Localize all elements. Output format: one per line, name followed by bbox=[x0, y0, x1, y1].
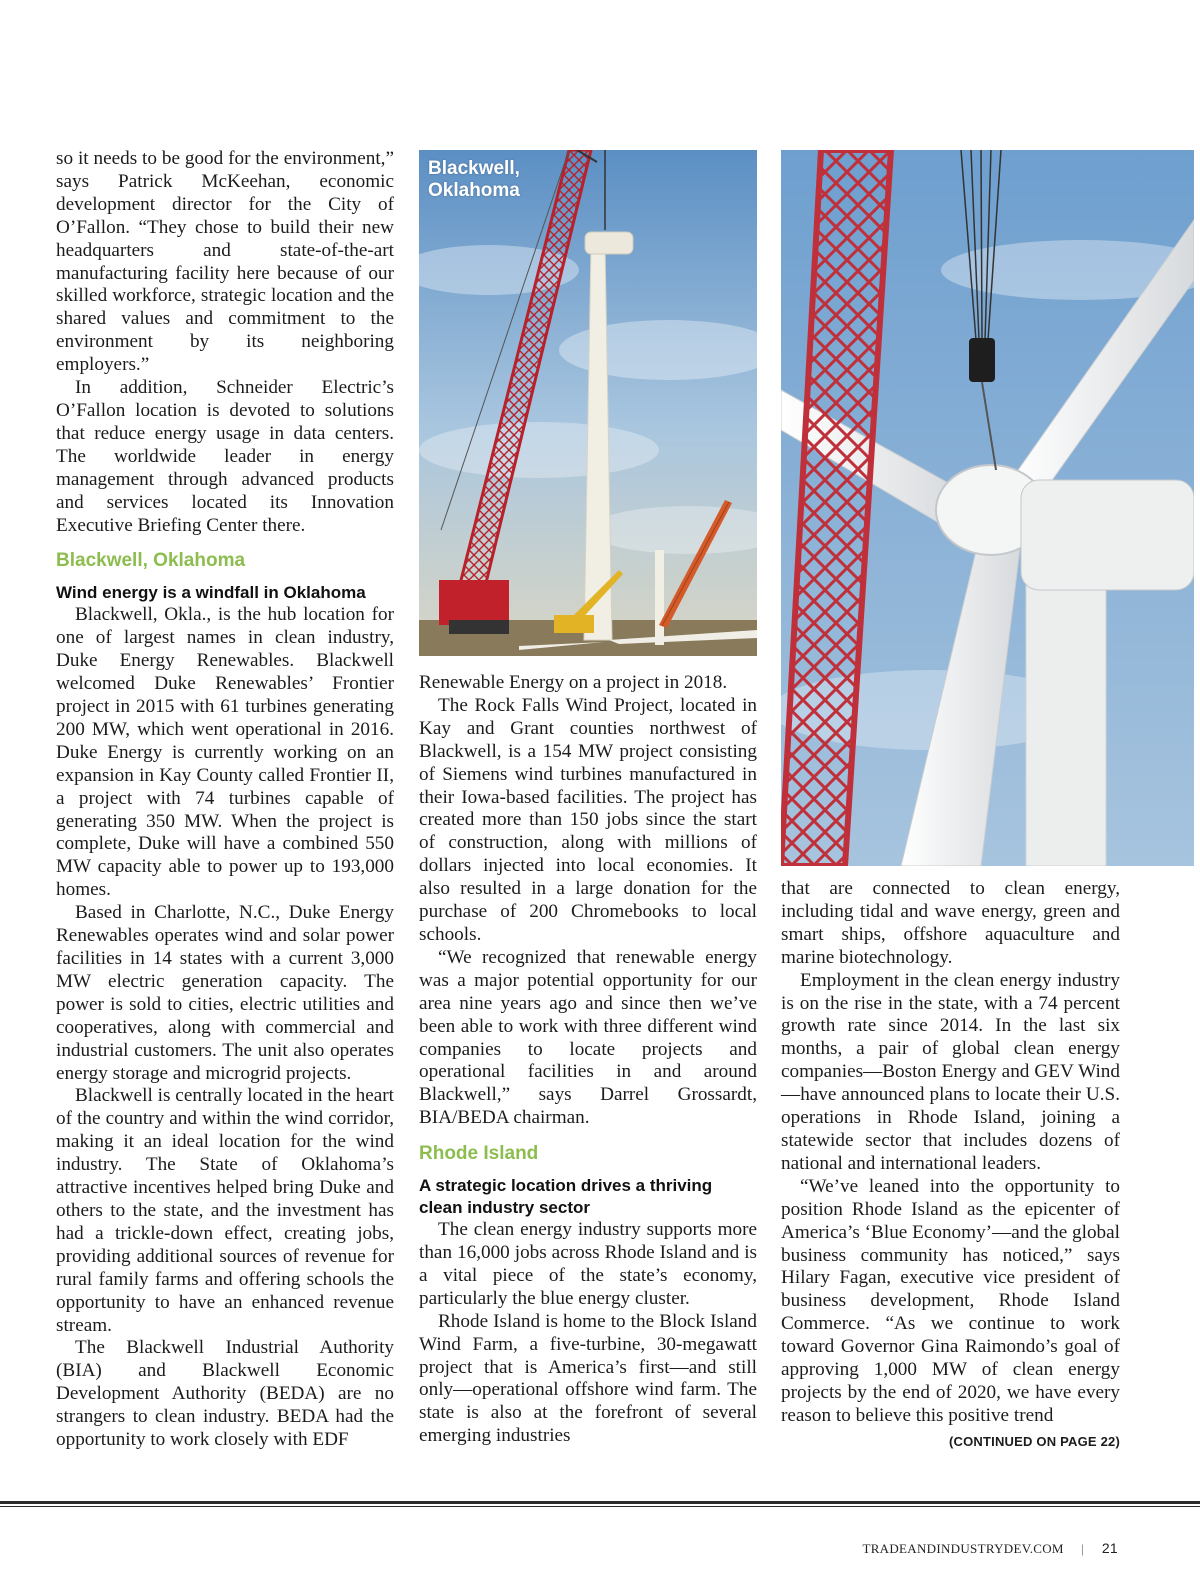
paragraph-text: “We’ve leaned into the opportunity to position Rhode Island as the epicenter of America’s ‘Blue Economy’—and the global business community has noticed,” says Hilary Fagan, executive vice president of business development, Rhode Island Commerce. “As we continue to work toward Governor Gina Raimondo’s goal of approving 1,000 MW of clean energy projects by the end of 2020, we have every reason to believe this positive trend bbox=[781, 1175, 1120, 1426]
page-footer bbox=[862, 1540, 1118, 1557]
paragraph: The Blackwell Industrial Authority (BIA) and Blackwell Economic Development Authority (BEDA) are no strangers to clean industry. BEDA had the opportunity to work closely with EDF bbox=[56, 1337, 394, 1451]
article-column-3 bbox=[781, 878, 1120, 1454]
section-heading-blackwell: Blackwell, Oklahoma bbox=[56, 550, 246, 572]
paragraph bbox=[781, 1175, 1120, 1449]
turbine-hub-illustration bbox=[781, 150, 1194, 866]
caption-line: Oklahoma bbox=[428, 180, 520, 201]
photo-turbine-hub-closeup bbox=[781, 150, 1194, 866]
paragraph: Rhode Island is home to the Block Island Wind Farm, a five-turbine, 30-megawatt project that is America’s first—and still only—operational offshore wind farm. The state is also at the forefront of several emerging industries bbox=[419, 1310, 757, 1447]
paragraph: “We recognized that renewable energy was a major potential opportunity for our area nine years ago and since then we’ve been able to work with three different wind companies to locate projects and operational facilities in and around Blackwell,” says Darrel Grossardt, BIA/BEDA chairman. bbox=[419, 946, 757, 1129]
section-heading-rhode-island: Rhode Island bbox=[419, 1143, 539, 1165]
paragraph: The Rock Falls Wind Project, located in Kay and Grant counties northwest of Blackwell, is a 154 MW project consisting of Siemens wind turbines manufactured in their Iowa-based facilities. The project has created more than 150 jobs since the start of construction, along with millions of dollars injected into local economies. It also resulted in a large donation for the purchase of 200 Chromebooks to local schools. bbox=[419, 694, 757, 945]
paragraph: Employment in the clean energy industry is on the rise in the state, with a 74 percent growth rate since 2014. In the last six months, a pair of global clean energy companies—Boston Energy and GEV Wind—have announced plans to locate their U.S. operations in Rhode Island, joining a statewide sector that includes dozens of national and international leaders. bbox=[781, 969, 1120, 1174]
photo-wind-turbine-construction bbox=[419, 150, 757, 656]
paragraph: so it needs to be good for the environment,” says Patrick McKeehan, economic development director for the City of O’Fallon. “They chose to build their new headquarters and state-of-the-art manufacturing facility here because of our skilled workforce, strategic location and the shared values and commitment to the environment by its neighboring employers.” bbox=[56, 148, 394, 376]
page-number: 21 bbox=[1101, 1540, 1118, 1556]
article-column-1 bbox=[56, 148, 394, 1452]
subheading: A strategic location drives a thriving clean industry sector bbox=[419, 1176, 713, 1218]
caption-line: Blackwell, bbox=[428, 158, 520, 179]
paragraph: The clean energy industry supports more than 16,000 jobs across Rhode Island and is a vital piece of the state’s economy, particularly the blue energy cluster. bbox=[419, 1219, 757, 1309]
footer-separator: | bbox=[1081, 1541, 1085, 1556]
paragraph: that are connected to clean energy, including tidal and wave energy, green and smart ships, offshore aquaculture and marine biotechnology. bbox=[781, 878, 1120, 968]
footer-rule-thin bbox=[0, 1506, 1200, 1507]
photo-caption bbox=[428, 158, 520, 202]
article-column-2 bbox=[419, 672, 757, 1448]
paragraph: Renewable Energy on a project in 2018. bbox=[419, 672, 728, 693]
paragraph: Blackwell is centrally located in the heart of the country and within the wind corridor, making it an ideal location for the wind industry. The State of Oklahoma’s attractive incentives helped bring Duke and others to the state, and the investment has had a trickle-down effect, creating jobs, providing additional sources of revenue for rural family farms and offering schools the opportunity to have an enhanced revenue stream. bbox=[56, 1085, 394, 1336]
crane-turbine-illustration bbox=[419, 150, 757, 656]
paragraph: In addition, Schneider Electric’s O’Fallon location is devoted to solutions that reduce energy usage in data centers. The worldwide leader in energy management through advanced products and services located its Innovation Executive Briefing Center there. bbox=[56, 377, 394, 536]
paragraph: Based in Charlotte, N.C., Duke Energy Renewables operates wind and solar power facilities in 14 states with a current 3,000 MW electric generation capacity. The power is sold to cities, electric utilities and cooperatives, along with commercial and industrial customers. The unit also operates energy storage and microgrid projects. bbox=[56, 902, 394, 1084]
subheading: Wind energy is a windfall in Oklahoma bbox=[56, 583, 366, 603]
footer-site[interactable]: TRADEANDINDUSTRYDEV.COM bbox=[862, 1541, 1064, 1556]
footer-rule bbox=[0, 1501, 1200, 1504]
continued-link[interactable]: (CONTINUED ON PAGE 22) bbox=[948, 1433, 1120, 1449]
paragraph: Blackwell, Okla., is the hub location for one of largest names in clean industry, Duke Energy Renewables. Blackwell welcomed Duke Renewables’ Frontier project in 2015 with 61 turbines generating 200 MW, which went operational in 2016. Duke Energy is currently working on an expansion in Kay County called Frontier II, a project with 74 turbines capable of generating 350 MW. When the project is complete, Duke will have a combined 550 MW capacity able to power up to 193,000 homes. bbox=[56, 604, 394, 901]
